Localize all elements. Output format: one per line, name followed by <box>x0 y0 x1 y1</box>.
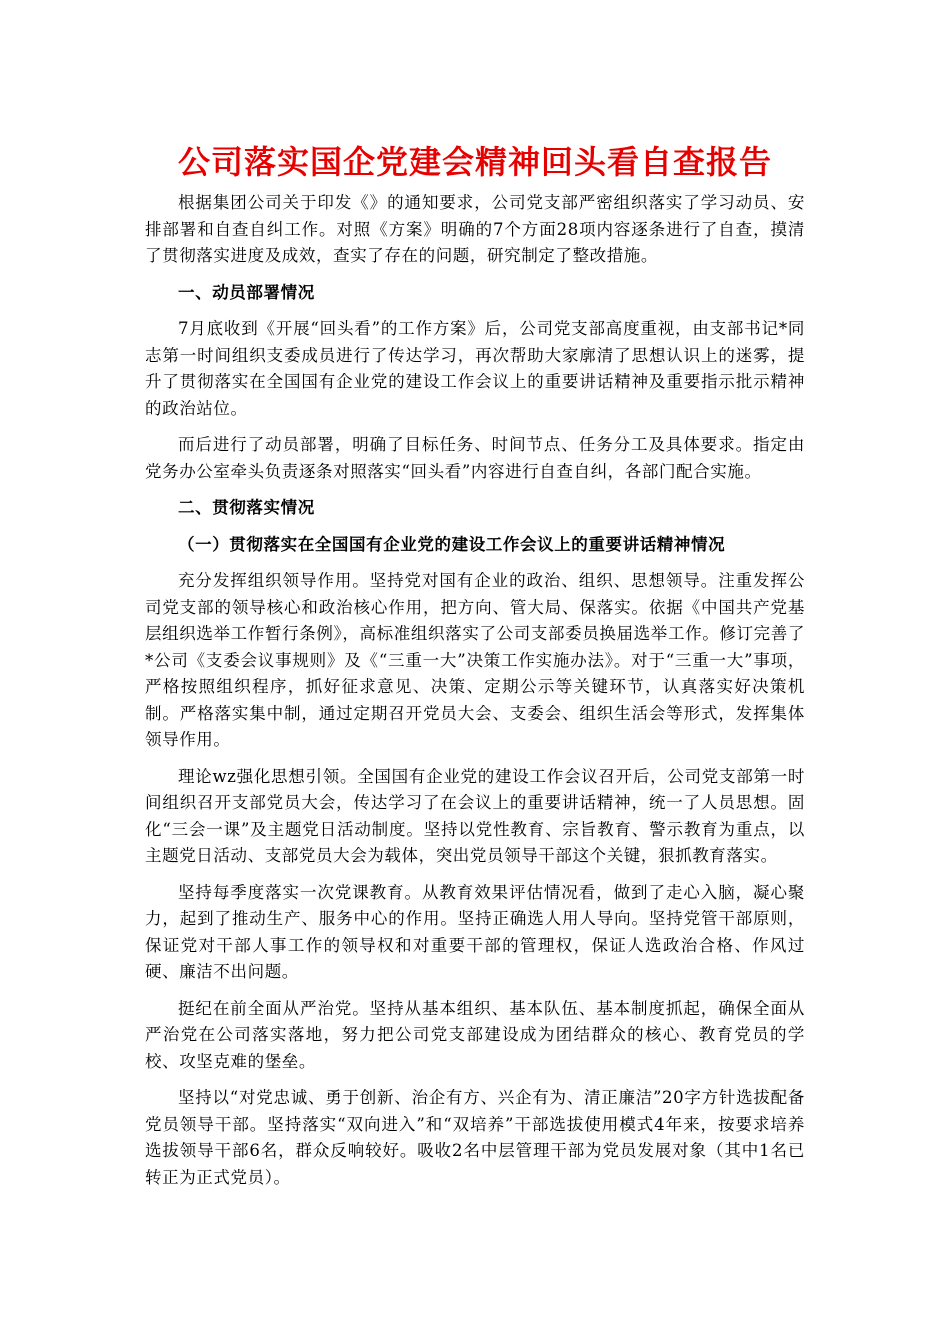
section-heading-implementation: 二、贯彻落实情况 <box>178 498 315 517</box>
intro-paragraph: 根据集团公司关于印发《》的通知要求，公司党支部严密组织落实了学习动员、安排部署和自查自纠工作。对照《方案》明确的7个方面28项内容逐条进行了自查，摸清了贯彻落实进度及成效，查实了存在的问题，研究制定了整改措施。 <box>145 193 805 265</box>
body-paragraph: 坚持每季度落实一次党课教育。从教育效果评估情况看，做到了走心入脑，凝心聚力，起到了推动生产、服务中心的作用。坚持正确选人用人导向。坚持党管干部原则，保证党对干部人事工作的领导权和对重要干部的管理权，保证人选政治合格、作风过硬、廉洁不出问题。 <box>145 882 805 981</box>
body-paragraph: 挺纪在前全面从严治党。坚持从基本组织、基本队伍、基本制度抓起，确保全面从严治党在公司落实落地，努力把公司党支部建设成为团结群众的核心、教育党员的学校、攻坚克难的堡垒。 <box>145 998 805 1071</box>
body-paragraph: 充分发挥组织领导作用。坚持党对国有企业的政治、组织、思想领导。注重发挥公司党支部的领导核心和政治核心作用，把方向、管大局、保落实。依据《中国共产党基层组织选举工作暂行条例》，高标准组织落实了公司支部委员换届选举工作。修订完善了*公司《支委会议事规则》及《“三重一大”决策工作实施办法》。对于“三重一大”事项，严格按照组织程序，抓好征求意见、决策、定期公示等关键环节，认真落实好决策机制。严格落实集中制，通过定期召开党员大会、支委会、组织生活会等形式，发挥集体领导作用。 <box>145 571 805 749</box>
body-paragraph: 而后进行了动员部署，明确了目标任务、时间节点、任务分工及具体要求。指定由党务办公室牵头负责逐条对照落实“回头看”内容进行自查自纠，各部门配合实施。 <box>145 435 805 481</box>
body-paragraph: 理论wz强化思想引领。全国国有企业党的建设工作会议召开后，公司党支部第一时间组织召开支部党员大会，传达学习了在会议上的重要讲话精神，统一了人员思想。固化“三会一课”及主题党日活动制度。坚持以党性教育、宗旨教育、警示教育为重点，以主题党日活动、支部党员大会为载体，突出党员领导干部这个关键，狠抓教育落实。 <box>145 766 805 865</box>
body-paragraph: 7月底收到《开展“回头看”的工作方案》后，公司党支部高度重视，由支部书记*同志第一时间组织支委成员进行了传达学习，再次帮助大家廓清了思想认识上的迷雾，提升了贯彻落实在全国国有企业党的建设工作会议上的重要讲话精神及重要指示批示精神的政治站位。 <box>145 319 805 418</box>
section-heading-mobilization: 一、动员部署情况 <box>178 282 315 302</box>
subsection-heading-speech-spirit: （一）贯彻落实在全国国有企业党的建设工作会议上的重要讲话精神情况 <box>178 534 726 554</box>
document-body <box>145 190 805 1191</box>
body-paragraph: 坚持以“对党忠诚、勇于创新、治企有方、兴企有为、清正廉洁”20字方针选拔配备党员领导干部。坚持落实“双向进入”和“双培养”干部选拔使用模式4年来，按要求培养选拔领导干部6名，群众反响较好。吸收2名中层管理干部为党员发展对象（其中1名已转正为正式党员）。 <box>145 1088 805 1187</box>
document-title: 公司落实国企党建会精神回头看自查报告 <box>177 143 772 181</box>
